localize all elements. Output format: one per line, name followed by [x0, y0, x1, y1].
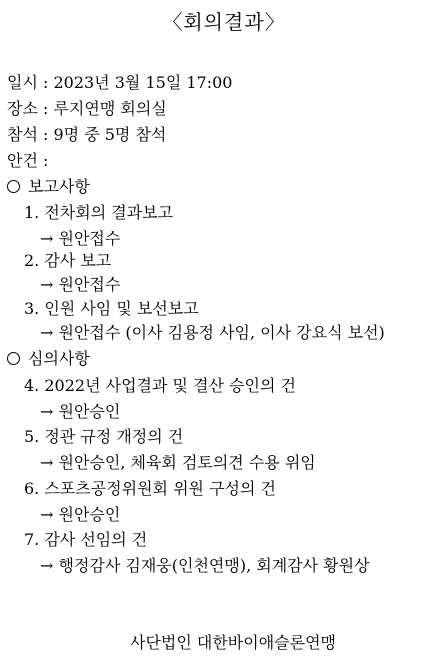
agenda-item-result: → 원안승인	[40, 402, 121, 421]
section-review-header	[7, 349, 90, 369]
meeting-date: 일시 : 2023년 3월 15일 17:00	[7, 73, 233, 92]
agenda-item-result: → 원안접수	[40, 229, 121, 248]
agenda-item-title: 5. 정관 규정 개정의 건	[24, 427, 184, 446]
agenda-item-title: 4. 2022년 사업결과 및 결산 승인의 건	[24, 376, 296, 395]
agenda-item-title: 2. 감사 보고	[24, 251, 112, 270]
agenda-item-title: 1. 전차회의 결과보고	[24, 203, 174, 222]
circle-bullet-icon	[7, 352, 20, 365]
page-title: 〈회의결과〉	[162, 10, 286, 34]
agenda-label: 안건 :	[7, 151, 49, 170]
meeting-place: 장소 : 루지연맹 회의실	[7, 99, 167, 118]
agenda-item-result: → 원안승인	[40, 505, 121, 524]
organization-name: 사단법인 대한바이애슬론연맹	[129, 633, 336, 652]
agenda-item-title: 7. 감사 선임의 건	[24, 530, 148, 549]
circle-bullet-icon	[7, 180, 20, 193]
agenda-item-title: 3. 인원 사임 및 보선보고	[24, 299, 199, 318]
agenda-item-result: → 원안접수 (이사 김용정 사임, 이사 강요식 보선)	[40, 323, 385, 342]
section-label: 보고사항	[28, 177, 90, 196]
meeting-attendance: 참석 : 9명 중 5명 참석	[7, 125, 167, 144]
agenda-item-result: → 원안접수	[40, 275, 121, 294]
agenda-item-result: → 원안승인, 체육회 검토의견 수용 위임	[40, 453, 316, 472]
agenda-item-result: → 행정감사 김재웅(인천연맹), 회계감사 황원상	[40, 556, 370, 575]
section-label: 심의사항	[28, 349, 90, 368]
section-report-header	[7, 177, 90, 197]
agenda-item-title: 6. 스포츠공정위원회 위원 구성의 건	[24, 479, 276, 498]
